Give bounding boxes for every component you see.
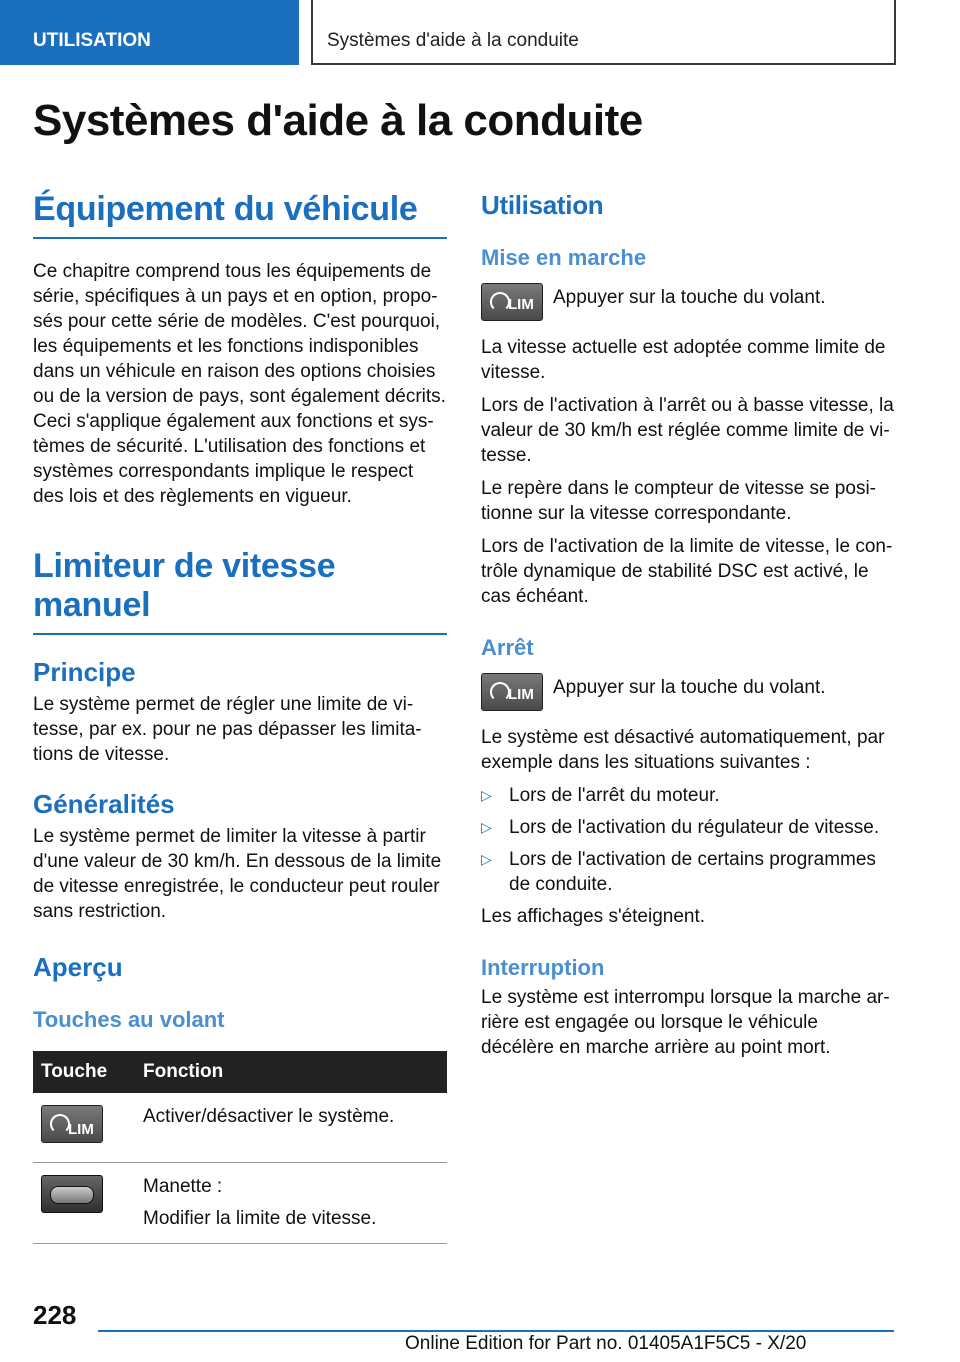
page-number: 228 <box>33 1300 77 1330</box>
marche-p4: Lors de l'activation de la limite de vitesse, le con-trôle dynamique de stabilité DSC est activé, le cas échéant. <box>481 536 893 607</box>
manette-text: Modifier la limite de vitesse. <box>143 1208 377 1229</box>
lim-button-icon: LIM <box>481 283 543 321</box>
footer-divider <box>98 1330 894 1332</box>
interruption-text: Le système est interrompu lorsque la marche ar-rière est engagée ou lorsque le véhicule décélère en marche arrière au point mort. <box>481 987 890 1058</box>
principe-text: Le système permet de régler une limite de vi-tesse, par ex. pour ne pas dépasser les limita-tions de vitesse. <box>33 694 422 765</box>
col-header-fonction: Fonction <box>135 1051 447 1093</box>
lim-button-icon: LIM <box>41 1105 103 1143</box>
table-row <box>33 1163 447 1244</box>
instruction-text: Appuyer sur la touche du volant. <box>553 287 826 308</box>
instruction-text: Appuyer sur la touche du volant. <box>553 677 826 698</box>
right-column <box>481 190 895 1060</box>
heading-equipement: Équipement du véhicule <box>33 190 447 239</box>
section-tab[interactable]: UTILISATION <box>0 0 299 65</box>
table-cell-icon <box>33 1093 135 1163</box>
col-header-touche: Touche <box>33 1051 135 1093</box>
instruction-row <box>481 283 895 321</box>
lim-button-icon: LIM <box>481 673 543 711</box>
left-column <box>33 190 447 1244</box>
table-cell-fonction: Activer/désactiver le système. <box>135 1093 447 1163</box>
arret-p1: Le système est désactivé automatiquement, par exemple dans les situations suivantes : <box>481 727 885 773</box>
arret-list <box>481 783 895 897</box>
heading-utilisation: Utilisation <box>481 190 604 220</box>
chapter-tab[interactable]: Systèmes d'aide à la conduite <box>311 0 896 65</box>
arret-p2: Les affichages s'éteignent. <box>481 906 706 927</box>
triangle-bullet-icon: ▷ <box>481 851 492 867</box>
heading-mise-en-marche: Mise en marche <box>481 245 647 270</box>
generalites-text: Le système permet de limiter la vitesse à partir d'une valeur de 30 km/h. En dessous de la limite de vitesse enregistrée, le conducteur peut rouler sans restriction. <box>33 826 442 922</box>
equipement-text: Ce chapitre comprend tous les équipements de série, spécifiques à un pays et en option, propo-sés pour cette série de modèles. C'est pourquoi, les équipements et les fonctions indisponibles dans un véhicule en raison des options choisies ou de la version de pays, sont également décrits. Ceci s'applique également aux fonctions et sys-tèmes de sécurité. L'utilisation des fonctions et systèmes correspondants implique le respect des lois et des règlements en vigueur. <box>33 261 446 507</box>
heading-apercu: Aperçu <box>33 952 123 982</box>
footer-edition: Online Edition for Part no. 01405A1F5C5 - X/20 <box>405 1333 807 1354</box>
instruction-row <box>481 673 895 711</box>
table-row <box>33 1093 447 1163</box>
table-cell-fonction <box>135 1163 447 1244</box>
list-item: ▷ Lors de l'activation de certains programmes de conduite. <box>481 849 876 895</box>
triangle-bullet-icon: ▷ <box>481 819 492 835</box>
page-title: Systèmes d'aide à la conduite <box>33 96 643 145</box>
rocker-switch-icon <box>41 1175 103 1213</box>
marche-p2: Lors de l'activation à l'arrêt ou à basse vitesse, la valeur de 30 km/h est réglée comme limite de vi-tesse. <box>481 395 894 466</box>
heading-touches: Touches au volant <box>33 1007 225 1032</box>
heading-interruption: Interruption <box>481 955 605 980</box>
heading-principe: Principe <box>33 657 136 687</box>
list-item: ▷ Lors de l'arrêt du moteur. <box>481 785 720 806</box>
heading-generalites: Généralités <box>33 789 175 819</box>
triangle-bullet-icon: ▷ <box>481 787 492 803</box>
marche-p3: Le repère dans le compteur de vitesse se posi-tionne sur la vitesse correspondante. <box>481 478 876 524</box>
touches-table <box>33 1051 447 1244</box>
marche-p1: La vitesse actuelle est adoptée comme limite de vitesse. <box>481 337 886 383</box>
heading-arret: Arrêt <box>481 635 534 660</box>
heading-limiteur: Limiteur de vitesse manuel <box>33 547 447 635</box>
manette-label: Manette : <box>143 1176 223 1197</box>
list-item: ▷ Lors de l'activation du régulateur de vitesse. <box>481 817 880 838</box>
table-cell-icon <box>33 1163 135 1244</box>
